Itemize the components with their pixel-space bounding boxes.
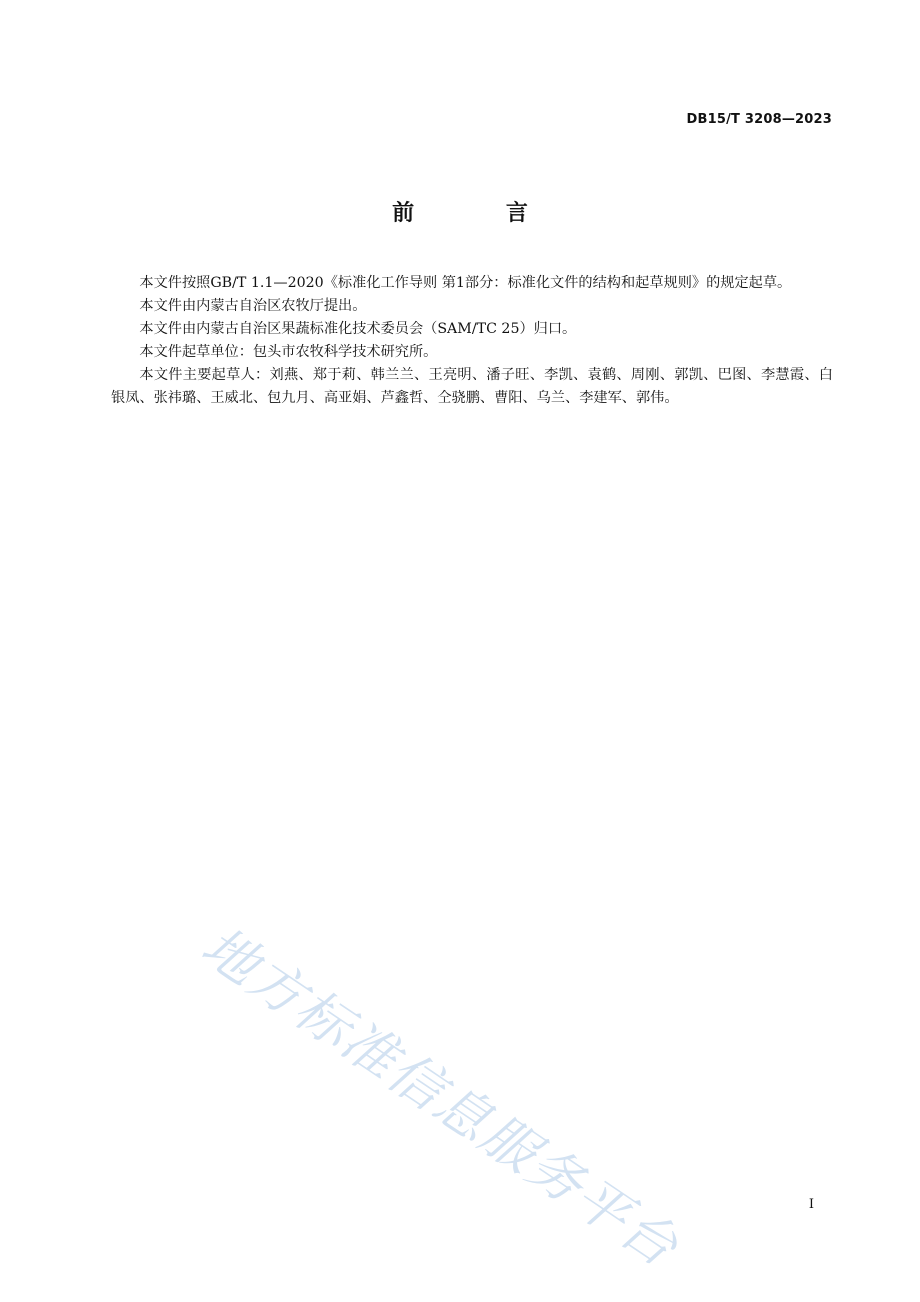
paragraph-drafters: 本文件主要起草人：刘燕、郑于莉、韩兰兰、王亮明、潘子旺、李凯、袁鹤、周刚、郭凯、巴图、李慧霞、白银凤、张祎璐、王威北、包九月、高亚娟、芦鑫哲、仝骁鹏、曹阳、乌兰、李建军、郭伟。 [111, 367, 833, 406]
document-code: DB15/T 3208—2023 [686, 112, 832, 127]
paragraph-proposer: 本文件由内蒙古自治区农牧厅提出。 [139, 298, 367, 314]
paragraph-committee: 本文件由内蒙古自治区果蔬标准化技术委员会（SAM/TC 25）归口。 [139, 321, 577, 337]
paragraph-drafting-unit: 本文件起草单位：包头市农牧科学技术研究所。 [139, 344, 438, 360]
foreword-body [111, 272, 833, 410]
page-number: I [808, 1197, 814, 1212]
page-title: 前 言 [392, 201, 570, 226]
watermark-text: 地方标准信息服务平台 [190, 914, 691, 1280]
paragraph-drafting-rules: 本文件按照GB/T 1.1—2020《标准化工作导则 第1部分：标准化文件的结构和起草规则》的规定起草。 [139, 275, 792, 291]
